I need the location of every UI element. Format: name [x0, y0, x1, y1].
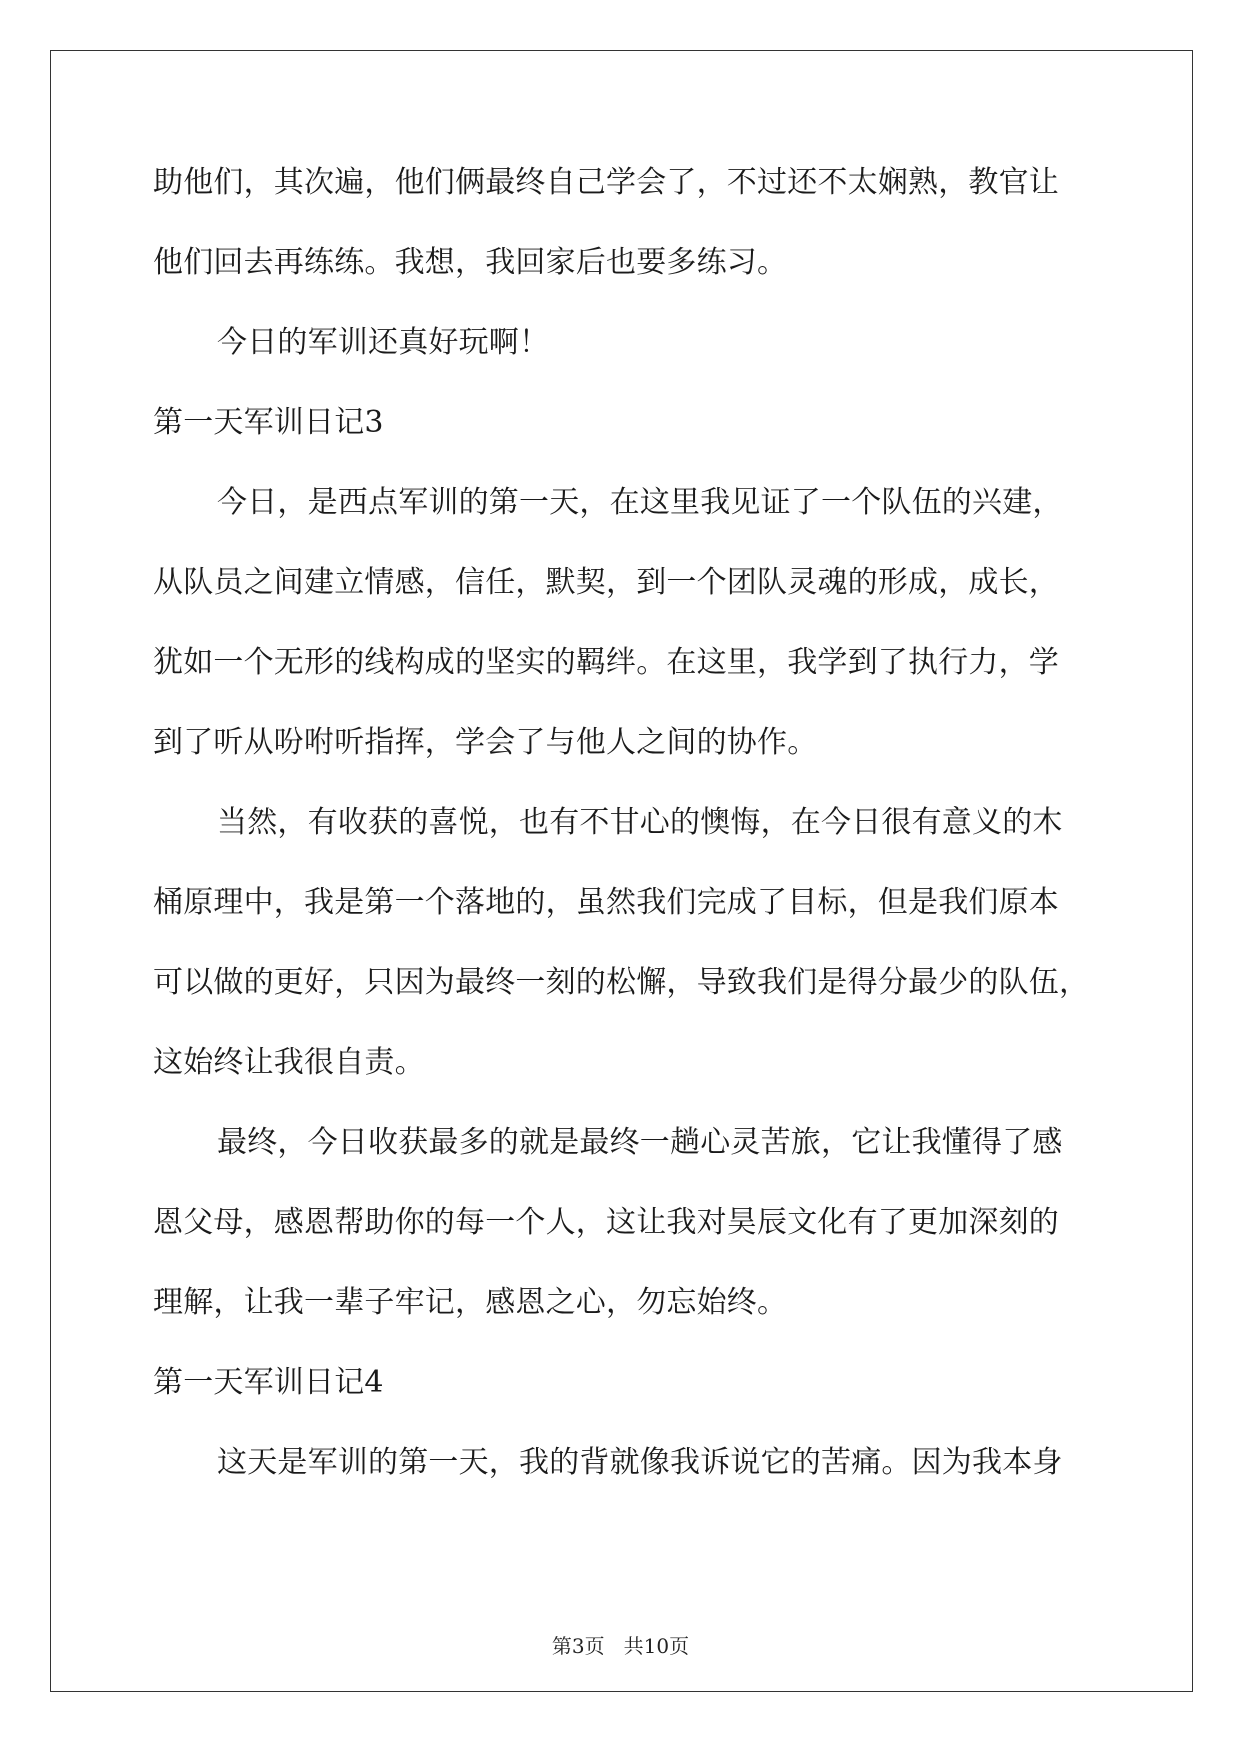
text-line: 今日的军训还真好玩啊！: [217, 325, 550, 360]
text-line: 可以做的更好，只因为最终一刻的松懈，导致我们是得分最少的队伍，: [153, 965, 1090, 1000]
text-line: 从队员之间建立情感，信任，默契，到一个团队灵魂的形成，成长，: [153, 565, 1059, 600]
text-line: 这天是军训的第一天，我的背就像我诉说它的苦痛。因为我本身: [217, 1445, 1063, 1480]
text-line: 今日，是西点军训的第一天，在这里我见证了一个队伍的兴建，: [217, 485, 1063, 520]
text-line: 到了听从吩咐听指挥，学会了与他人之间的协作。: [153, 725, 818, 760]
text-line: 第一天军训日记3: [153, 405, 384, 440]
text-line: 恩父母，感恩帮助你的每一个人，这让我对昊辰文化有了更加深刻的: [153, 1205, 1059, 1240]
text-line: 犹如一个无形的线构成的坚实的羁绊。在这里，我学到了执行力，学: [153, 645, 1059, 680]
text-line: 最终，今日收获最多的就是最终一趟心灵苦旅，它让我懂得了感: [217, 1125, 1063, 1160]
page-footer: [0, 1634, 1241, 1658]
document-body: [153, 163, 1093, 1523]
page-number: 第3页: [551, 1634, 605, 1658]
text-line: 桶原理中，我是第一个落地的，虽然我们完成了目标，但是我们原本: [153, 885, 1059, 920]
text-line: 他们回去再练练。我想，我回家后也要多练习。: [153, 245, 788, 280]
text-line: 这始终让我很自责。: [153, 1045, 425, 1080]
text-line: 助他们，其次遍，他们俩最终自己学会了，不过还不太娴熟，教官让: [153, 165, 1059, 200]
text-line: 第一天军训日记4: [153, 1365, 384, 1400]
text-line: 理解，让我一辈子牢记，感恩之心，勿忘始终。: [153, 1285, 788, 1320]
page-total: 共10页: [623, 1634, 690, 1658]
text-line: 当然，有收获的喜悦，也有不甘心的懊悔，在今日很有意义的木: [217, 805, 1063, 840]
